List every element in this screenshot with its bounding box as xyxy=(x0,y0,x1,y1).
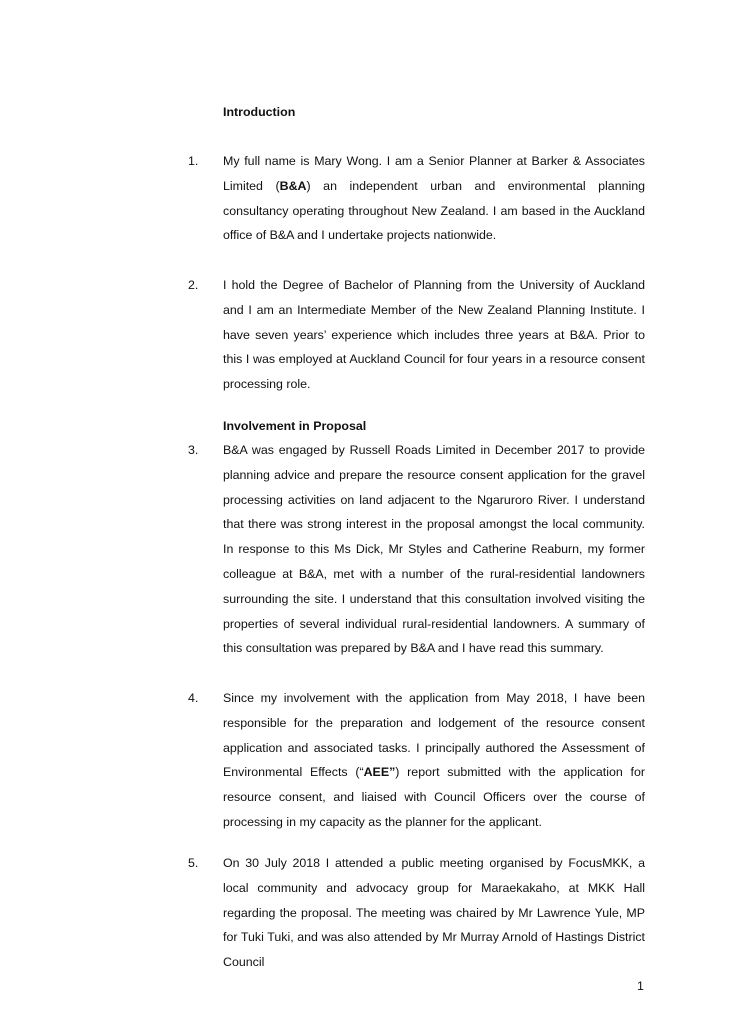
paragraph-text: I hold the Degree of Bachelor of Planning from the University of Auckland and I am an Intermediate Member of the New Zealand Planning Institute. I have seven years’ experience which includes three years at B&A. Prior to this I was employed at Auckland Council for four years in a resource consent processing role. xyxy=(223,278,645,392)
paragraph-number: 4. xyxy=(188,691,199,705)
paragraph-text: Since my involvement with the application from May 2018, I have been responsible for the preparation and lodgement of the resource consent application and associated tasks. I principally authored the Assessment of Environmental Effects (“AEE”) report submitted with the application for resource consent, and liaised with Council Officers over the course of processing in my capacity as the planner for the applicant. xyxy=(223,691,645,829)
section-heading-involvement: Involvement in Proposal xyxy=(223,419,367,433)
paragraph-number: 3. xyxy=(188,443,199,457)
paragraph-number: 1. xyxy=(188,154,199,168)
page-number: 1 xyxy=(637,979,644,993)
paragraph-1 xyxy=(188,149,645,248)
paragraph-text: On 30 July 2018 I attended a public meeting organised by FocusMKK, a local community and advocacy group for Maraekakaho, at MKK Hall regarding the proposal. The meeting was chaired by Mr Lawrence Yule, MP for Tuki Tuki, and was also attended by Mr Murray Arnold of Hastings District Council xyxy=(223,856,645,970)
paragraph-5 xyxy=(188,851,645,975)
paragraph-number: 2. xyxy=(188,278,199,292)
paragraph-number: 5. xyxy=(188,856,199,870)
paragraph-3 xyxy=(188,438,645,661)
defined-term: B&A xyxy=(279,178,307,193)
section-heading-introduction: Introduction xyxy=(223,105,296,119)
paragraph-text: My full name is Mary Wong. I am a Senior Planner at Barker & Associates Limited (B&A) an independent urban and environmental planning consultancy operating throughout New Zealand. I am based in the Auckland office of B&A and I undertake projects nationwide. xyxy=(223,154,646,243)
paragraph-4 xyxy=(188,686,645,835)
defined-term: AEE” xyxy=(363,765,396,780)
paragraph-2 xyxy=(188,273,645,397)
paragraph-text: B&A was engaged by Russell Roads Limited in December 2017 to provide planning advice and prepare the resource consent application for the gravel processing activities on land adjacent to the Ngaruroro River. I understand that there was strong interest in the proposal amongst the local community. In response to this Ms Dick, Mr Styles and Catherine Reaburn, my former colleague at B&A, met with a number of the rural-residential landowners surrounding the site. I understand that this consultation involved visiting the properties of several individual rural-residential landowners. A summary of this consultation was prepared by B&A and I have read this summary. xyxy=(223,443,645,656)
